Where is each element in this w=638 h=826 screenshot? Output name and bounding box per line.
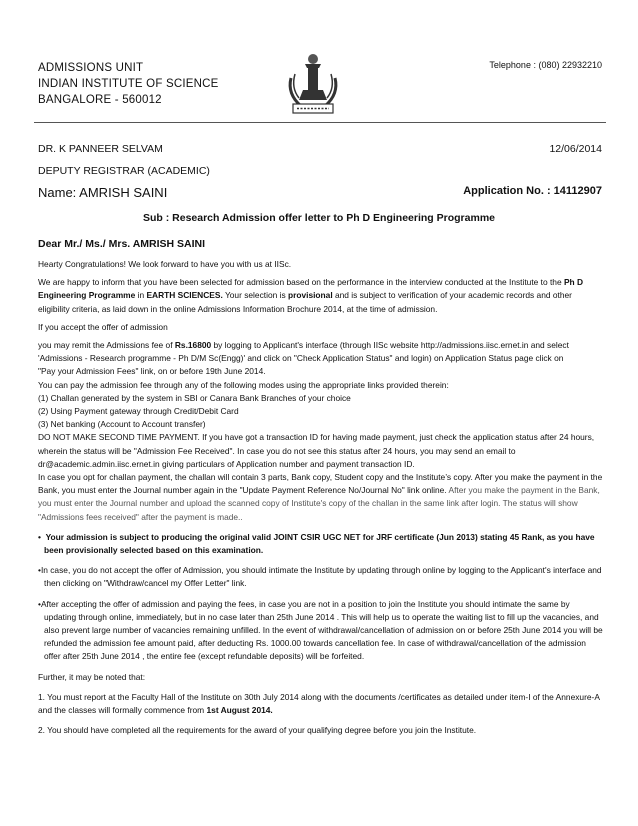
salutation: Dear Mr./ Ms./ Mrs. AMRISH SAINI xyxy=(38,238,206,250)
telephone-number: Telephone : (080) 22932210 xyxy=(489,60,602,70)
note-reporting: 1. You must report at the Faculty Hall of the Institute on 30th July 2014 along with the documents /certificates as detailed under item-I of the Annexure-A and the classes will formally commence from 1st August 2014. xyxy=(38,691,600,716)
fee-paragraph: you may remit the Admissions fee of Rs.16800 by logging to Applicant's interface (through IISc website http://admissions.iisc.ernet.in and select 'Admissions - Research programme - Ph D/M Sc(Engg)' and click on "Check Application Status" and login) on Application Status page click on "Pay your Admission Fees" link, on or before 19th June 2014. xyxy=(38,340,569,377)
applicant-row xyxy=(38,184,602,202)
institute-address xyxy=(38,60,218,108)
accept-offer-text: If you accept the offer of admission xyxy=(38,321,168,332)
payment-mode-card: (2) Using Payment gateway through Credit/Debit Card xyxy=(38,406,239,417)
bullet-withdrawal: •After accepting the offer of admission and paying the fees, in case you are not in a position to join the Institute you should intimate the same by updating through online, immediately, but in no case later than 25th June 2014 . This will help us to operate the waiting list to fill up the vacancies, and also prevent large number of vacancies remaining unfilled. In the event of withdrawal/cancellation of admission on or before 25th June 2014 you will be refunded the admission fee amount paid, after deducting Rs. 1000.00 towards cancellation fee. In case of withdrawal/cancellation of the admission offer after 25th June 2014 , the entire fee (except refundable deposits) will be forfeited. xyxy=(38,598,603,662)
designation-row xyxy=(38,165,602,177)
payment-mode-challan: (1) Challan generated by the system in SBI or Canara Bank Branches of your choice xyxy=(38,392,351,403)
institute-name: INDIAN INSTITUTE OF SCIENCE xyxy=(38,78,219,90)
unit-name: ADMISSIONS UNIT xyxy=(38,62,144,74)
second-payment-warning: DO NOT MAKE SECOND TIME PAYMENT. If you have got a transaction ID for having made payment, just check the application status after 24 hours, wherein the status will be "Admission Fee Received". In case you do not see this status after 24 hours, you may send an email to dr@academic.admin.iisc.ernet.in giving particulars of Application number and payment transaction ID. xyxy=(38,432,595,469)
institute-emblem-icon xyxy=(283,50,343,116)
further-note: Further, it may be noted that: xyxy=(38,671,146,682)
header-divider xyxy=(34,122,606,123)
sender-designation: DEPUTY REGISTRAR (ACADEMIC) xyxy=(38,165,210,177)
commencement-date: 1st August 2014. xyxy=(206,705,273,716)
sender-name: DR. K PANNEER SELVAM xyxy=(38,143,163,155)
payment-mode-netbanking: (3) Net banking (Account to Account transfer) xyxy=(38,419,206,430)
letter-subject: Sub : Research Admission offer letter to Ph D Engineering Programme xyxy=(142,212,495,224)
sender-row xyxy=(38,143,602,155)
note-qualifying-degree: 2. You should have completed all the requirements for the award of your qualifying degree before you join the Institute. xyxy=(38,725,477,736)
bullet-decline-offer: •In case, you do not accept the offer of Admission, you should intimate the Institute by updating through online by logging to the Applicant's interface and then clicking on "Withdraw/cancel my Offer Letter" link. xyxy=(38,565,602,589)
fee-amount: Rs.16800 xyxy=(174,340,212,351)
applicant-name: Name: AMRISH SAINI xyxy=(38,185,168,200)
challan-paragraph: In case you opt for challan payment, the challan will contain 3 parts, Bank copy, Student copy and the Institute’s copy. After you make the payment in the Bank, you must enter the Journal number again in the "Update Payment Reference No/Journal No" link online. After you make the payment in the Bank, you must enter the Journal number and upload the scanned copy of Institute's copy of the challan in the same link after login. The status will show "Admissions fees received" after the payment is made.. xyxy=(38,472,603,522)
programme-name: Ph D Engineering Programme xyxy=(38,277,584,301)
selection-paragraph: We are happy to inform that you have been selected for admission based on the performance in the interview conducted at the Institute to the Ph D Engineering Programme in EARTH SCIENCES. Your selection is provisional and is subject to verification of your academic records and other eligibility criteria, as laid down in the online Admissions Information Brochure 2014, at the time of admission. xyxy=(38,277,584,314)
institute-city: BANGALORE - 560012 xyxy=(38,94,162,106)
provisional-text: provisional xyxy=(287,290,333,301)
payment-modes-intro: You can pay the admission fee through any of the following modes using the appropriate links provided therein: xyxy=(38,379,449,390)
congratulations-text: Hearty Congratulations! We look forward to have you with us at IISc. xyxy=(38,259,292,269)
department-name: EARTH SCIENCES. xyxy=(146,290,223,301)
letter-date: 12/06/2014 xyxy=(549,143,602,155)
application-number: Application No. : 14112907 xyxy=(463,185,602,197)
bullet-net-certificate: • Your admission is subject to producing the original valid JOINT CSIR UGC NET for JRF certificate (Jun 2013) stating 45 Rank, as you have been provisionally selected based on this examination. xyxy=(38,531,595,556)
letter-body xyxy=(38,258,604,738)
